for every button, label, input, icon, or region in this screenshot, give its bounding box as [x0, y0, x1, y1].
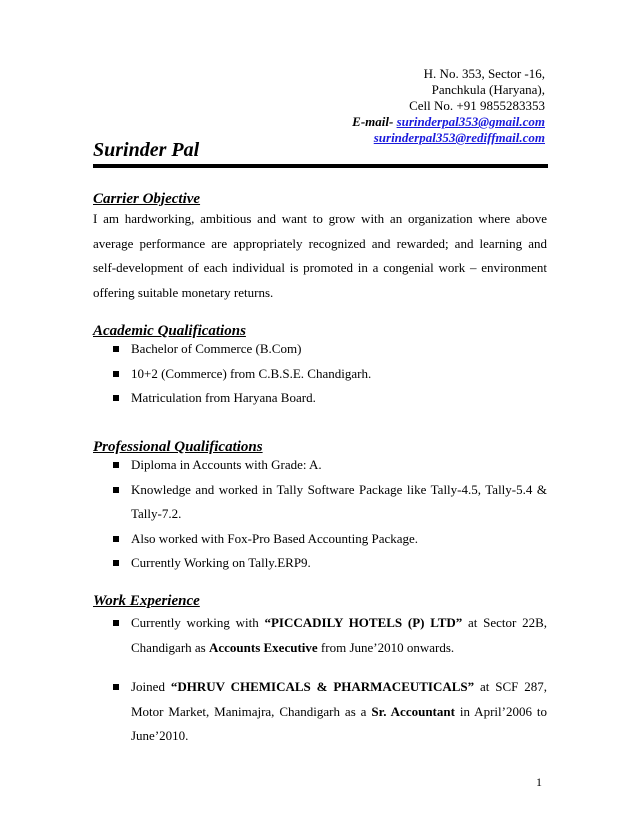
academic-item-2: 10+2 (Commerce) from C.B.S.E. Chandigarh.	[131, 365, 372, 381]
list-item	[93, 478, 547, 527]
bullet-icon	[113, 536, 119, 542]
page-number: 1	[536, 775, 542, 789]
header-rule	[93, 164, 548, 168]
bullet-icon	[113, 462, 119, 468]
address-line-1: H. No. 353, Sector -16,	[423, 66, 545, 81]
email-line-2	[352, 130, 545, 146]
work-2-role: Sr. Accountant	[371, 703, 455, 719]
academic-heading: Academic Qualifications	[93, 323, 246, 339]
professional-list	[93, 453, 547, 576]
list-item	[93, 337, 547, 362]
academic-item-3: Matriculation from Haryana Board.	[131, 390, 316, 405]
work-list	[93, 611, 547, 660]
academic-item-1: Bachelor of Commerce (B.Com)	[131, 341, 302, 356]
work-1-role: Accounts Executive	[208, 639, 318, 655]
work-1-mid: at Sector 22B, Chandigarh as	[131, 615, 547, 655]
professional-item-3: Also worked with Fox-Pro Based Accounting Package.	[131, 530, 419, 546]
professional-item-4: Currently Working on Tally.ERP9.	[131, 555, 311, 570]
email-line-1	[352, 114, 545, 130]
bullet-icon	[113, 620, 119, 626]
bullet-icon	[113, 395, 119, 401]
work-heading: Work Experience	[93, 593, 200, 609]
address-line-2: Panchkula (Haryana),	[431, 82, 545, 97]
bullet-icon	[113, 487, 119, 493]
list-item	[93, 675, 547, 749]
work-1-pre: Currently working with	[131, 615, 265, 630]
list-item	[93, 551, 547, 576]
list-item	[93, 611, 547, 660]
work-2-post: in April’2006 to June’2010.	[131, 703, 547, 743]
contact-block	[352, 66, 545, 146]
professional-item-2: Knowledge and worked in Tally Software Package like Tally-4.5, Tally-5.4 & Tally-7.2.	[131, 481, 547, 521]
email-link-gmail[interactable]: surinderpal353@gmail.com	[396, 114, 545, 129]
objective-text: I am hardworking, ambitious and want to grow with an organization where above average performance are appropriately recognized and rewarded; and learning and self-development of each individual is promoted in a congenial work – environment offering suitable monetary returns.	[93, 211, 547, 300]
email-label: E-mail-	[352, 114, 397, 129]
list-item	[93, 386, 547, 411]
email-link-rediffmail[interactable]: surinderpal353@rediffmail.com	[373, 130, 545, 145]
objective-heading: Carrier Objective	[93, 191, 201, 207]
professional-item-1: Diploma in Accounts with Grade: A.	[131, 457, 322, 472]
work-1-post: from June’2010 onwards.	[317, 639, 455, 655]
bullet-icon	[113, 684, 119, 690]
work-1-company: “PICCADILY HOTELS (P) LTD”	[264, 615, 463, 630]
list-item	[93, 362, 547, 387]
academic-list	[93, 337, 547, 411]
bullet-icon	[113, 560, 119, 566]
cell-number: Cell No. +91 9855283353	[409, 98, 545, 113]
list-item	[93, 527, 547, 552]
candidate-name: Surinder Pal	[93, 139, 200, 161]
list-item	[93, 453, 547, 478]
professional-heading: Professional Qualifications	[93, 439, 263, 455]
work-list-2	[93, 675, 547, 749]
bullet-icon	[113, 346, 119, 352]
work-2-mid: at SCF 287, Motor Market, Manimajra, Chandigarh as a	[131, 679, 548, 719]
work-2-pre: Joined	[131, 679, 171, 694]
bullet-icon	[113, 371, 119, 377]
work-2-company: “DHRUV CHEMICALS & PHARMACEUTICALS”	[170, 679, 475, 694]
